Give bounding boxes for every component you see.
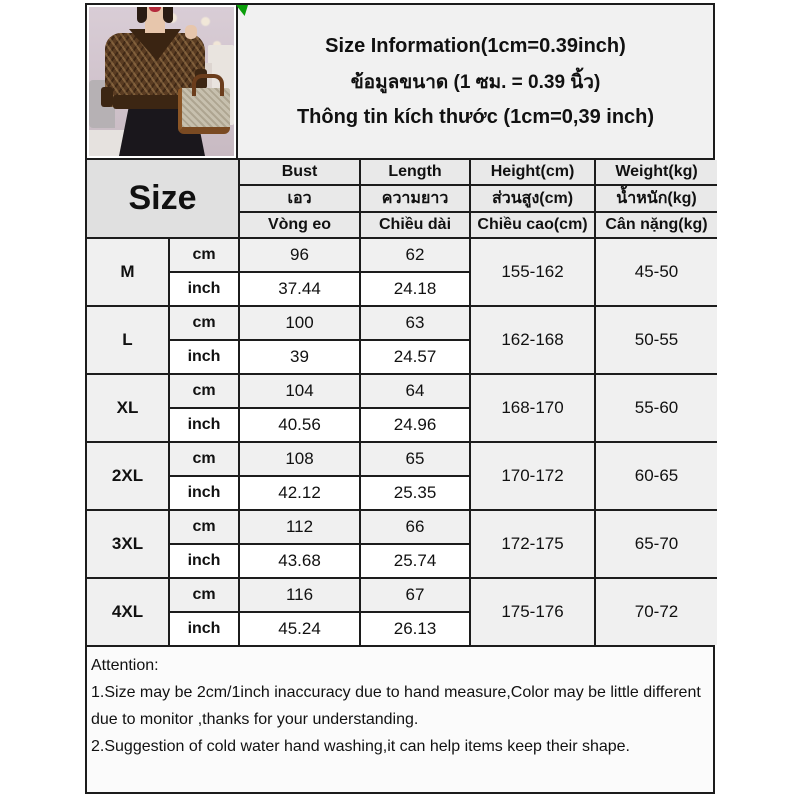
bust-cm-l: 100	[239, 306, 360, 340]
height-l: 162-168	[470, 306, 595, 374]
unit-inch: inch	[169, 340, 239, 374]
bust-cm-xl: 104	[239, 374, 360, 408]
handbag	[178, 88, 230, 134]
bust-inch-m: 37.44	[239, 272, 360, 306]
bust-inch-3xl: 43.68	[239, 544, 360, 578]
unit-cm: cm	[169, 442, 239, 476]
header-section	[87, 5, 713, 160]
size-table-body	[87, 238, 717, 645]
length-cm-m: 62	[360, 238, 470, 272]
size-label-2xl: 2XL	[87, 442, 169, 510]
table-row	[87, 578, 717, 612]
height-4xl: 175-176	[470, 578, 595, 645]
length-cm-l: 63	[360, 306, 470, 340]
col-length-th: ความยาว	[360, 185, 470, 212]
size-label-xl: XL	[87, 374, 169, 442]
length-cm-xl: 64	[360, 374, 470, 408]
product-photo	[89, 7, 234, 156]
col-height-vi: Chiều cao(cm)	[470, 212, 595, 238]
bust-cm-3xl: 112	[239, 510, 360, 544]
size-chart-sheet	[85, 3, 715, 794]
col-length-en: Length	[360, 160, 470, 185]
col-height-en: Height(cm)	[470, 160, 595, 185]
unit-cm: cm	[169, 306, 239, 340]
title-vietnamese: Thông tin kích thước (1cm=0,39 inch)	[296, 105, 655, 128]
table-row	[87, 510, 717, 544]
col-bust-th: เอว	[239, 185, 360, 212]
size-label-m: M	[87, 238, 169, 306]
table-row	[87, 374, 717, 408]
title-block	[238, 5, 713, 158]
length-inch-4xl: 26.13	[360, 612, 470, 645]
bust-inch-xl: 40.56	[239, 408, 360, 442]
attention-heading: Attention:	[91, 657, 159, 674]
length-inch-2xl: 25.35	[360, 476, 470, 510]
attention-note-1: 1.Size may be 2cm/1inch inaccuracy due to hand measure,Color may be little different	[91, 684, 701, 701]
length-cm-2xl: 65	[360, 442, 470, 476]
attention-note-2: 2.Suggestion of cold water hand washing,it can help items keep their shape.	[91, 738, 630, 755]
col-bust-vi: Vòng eo	[239, 212, 360, 238]
unit-cm: cm	[169, 238, 239, 272]
table-row	[87, 306, 717, 340]
unit-inch: inch	[169, 476, 239, 510]
attention-note-1-cont: due to monitor ,thanks for your understanding.	[91, 711, 419, 728]
col-length-vi: Chiều dài	[360, 212, 470, 238]
unit-inch: inch	[169, 272, 239, 306]
length-cm-3xl: 66	[360, 510, 470, 544]
product-photo-cell	[87, 5, 238, 158]
table-row	[87, 238, 717, 272]
height-3xl: 172-175	[470, 510, 595, 578]
unit-cm: cm	[169, 510, 239, 544]
table-row	[87, 442, 717, 476]
weight-3xl: 65-70	[595, 510, 717, 578]
height-xl: 168-170	[470, 374, 595, 442]
length-inch-3xl: 25.74	[360, 544, 470, 578]
weight-xl: 55-60	[595, 374, 717, 442]
light-bokeh	[201, 17, 210, 26]
unit-inch: inch	[169, 612, 239, 645]
length-cm-4xl: 67	[360, 578, 470, 612]
height-2xl: 170-172	[470, 442, 595, 510]
bust-inch-4xl: 45.24	[239, 612, 360, 645]
title-english: Size Information(1cm=0.39inch)	[325, 34, 626, 57]
weight-2xl: 60-65	[595, 442, 717, 510]
length-inch-l: 24.57	[360, 340, 470, 374]
size-table-header	[87, 160, 717, 238]
col-height-th: ส่วนสูง(cm)	[470, 185, 595, 212]
bust-cm-2xl: 108	[239, 442, 360, 476]
length-inch-xl: 24.96	[360, 408, 470, 442]
weight-m: 45-50	[595, 238, 717, 306]
weight-4xl: 70-72	[595, 578, 717, 645]
size-label-3xl: 3XL	[87, 510, 169, 578]
bust-cm-m: 96	[239, 238, 360, 272]
unit-cm: cm	[169, 578, 239, 612]
model-hand	[185, 25, 197, 39]
attention-section	[87, 645, 713, 792]
bust-inch-2xl: 42.12	[239, 476, 360, 510]
height-m: 155-162	[470, 238, 595, 306]
sweater-cuff	[101, 87, 113, 107]
bust-inch-l: 39	[239, 340, 360, 374]
unit-cm: cm	[169, 374, 239, 408]
size-label-4xl: 4XL	[87, 578, 169, 645]
col-bust-en: Bust	[239, 160, 360, 185]
weight-l: 50-55	[595, 306, 717, 374]
col-weight-en: Weight(kg)	[595, 160, 717, 185]
size-table	[87, 160, 717, 645]
header-row-en	[87, 160, 717, 185]
col-weight-th: น้ำหนัก(kg)	[595, 185, 717, 212]
size-label-l: L	[87, 306, 169, 374]
model-hair	[137, 7, 147, 23]
model-hair	[163, 7, 173, 23]
col-weight-vi: Cân nặng(kg)	[595, 212, 717, 238]
title-thai: ข้อมูลขนาด (1 ซม. = 0.39 นิ้ว)	[350, 71, 601, 93]
bust-cm-4xl: 116	[239, 578, 360, 612]
size-column-header: Size	[87, 160, 239, 238]
unit-inch: inch	[169, 408, 239, 442]
unit-inch: inch	[169, 544, 239, 578]
length-inch-m: 24.18	[360, 272, 470, 306]
